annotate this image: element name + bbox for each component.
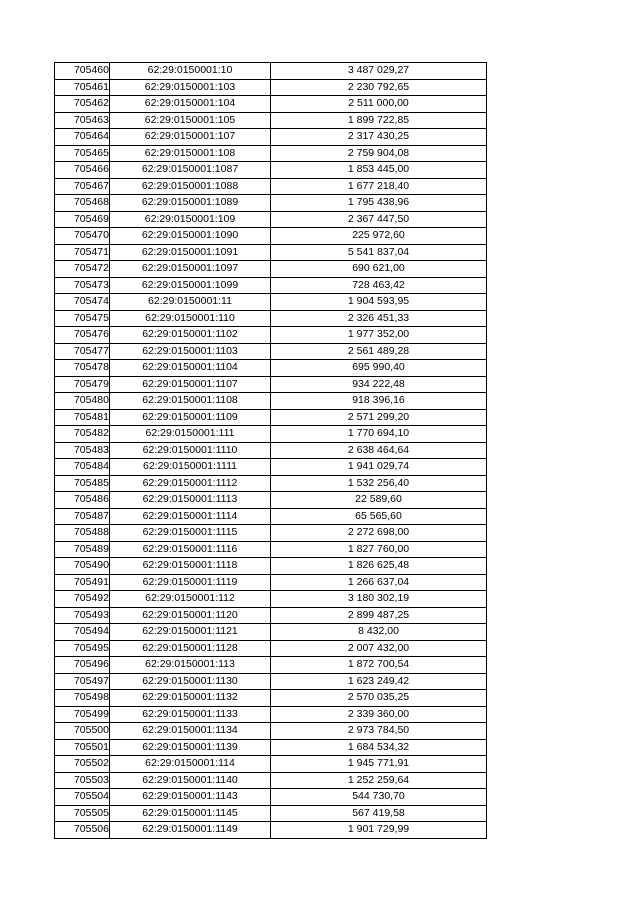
table-row <box>55 673 487 690</box>
cadastral-value-cell: 2 973 784,50 <box>271 723 487 740</box>
cadastral-number-cell: 62:29:0150001:1090 <box>110 228 271 245</box>
table-row <box>55 541 487 558</box>
cadastral-number-cell: 62:29:0150001:114 <box>110 756 271 773</box>
row-number-cell: 705494 <box>55 624 110 641</box>
cadastral-value-cell: 1 677 218,40 <box>271 178 487 195</box>
table-row <box>55 805 487 822</box>
table-row <box>55 327 487 344</box>
table-row <box>55 508 487 525</box>
table-row <box>55 789 487 806</box>
table-row <box>55 393 487 410</box>
row-number-cell: 705498 <box>55 690 110 707</box>
cadastral-value-cell: 728 463,42 <box>271 277 487 294</box>
row-number-cell: 705505 <box>55 805 110 822</box>
cadastral-number-cell: 62:29:0150001:112 <box>110 591 271 608</box>
row-number-cell: 705493 <box>55 607 110 624</box>
table-row <box>55 211 487 228</box>
cadastral-number-cell: 62:29:0150001:1108 <box>110 393 271 410</box>
cadastral-number-cell: 62:29:0150001:1112 <box>110 475 271 492</box>
row-number-cell: 705488 <box>55 525 110 542</box>
cadastral-number-cell: 62:29:0150001:1097 <box>110 261 271 278</box>
row-number-cell: 705497 <box>55 673 110 690</box>
cadastral-value-cell: 1 532 256,40 <box>271 475 487 492</box>
row-number-cell: 705460 <box>55 63 110 80</box>
cadastral-value-cell: 2 326 451,33 <box>271 310 487 327</box>
cadastral-number-cell: 62:29:0150001:1120 <box>110 607 271 624</box>
cadastral-number-cell: 62:29:0150001:1111 <box>110 459 271 476</box>
row-number-cell: 705481 <box>55 409 110 426</box>
table-row <box>55 79 487 96</box>
cadastral-value-cell: 1 826 625,48 <box>271 558 487 575</box>
cadastral-value-table <box>54 62 487 839</box>
cadastral-value-cell: 2 759 904,08 <box>271 145 487 162</box>
table-body <box>55 63 487 839</box>
row-number-cell: 705500 <box>55 723 110 740</box>
cadastral-value-cell: 2 570 035,25 <box>271 690 487 707</box>
cadastral-number-cell: 62:29:0150001:105 <box>110 112 271 129</box>
row-number-cell: 705476 <box>55 327 110 344</box>
cadastral-number-cell: 62:29:0150001:1132 <box>110 690 271 707</box>
row-number-cell: 705467 <box>55 178 110 195</box>
table-row <box>55 376 487 393</box>
cadastral-value-cell: 3 180 302,19 <box>271 591 487 608</box>
cadastral-value-cell: 690 621,00 <box>271 261 487 278</box>
cadastral-value-cell: 2 230 792,65 <box>271 79 487 96</box>
table-row <box>55 63 487 80</box>
table-row <box>55 525 487 542</box>
table-row <box>55 360 487 377</box>
cadastral-value-cell: 5 541 837,04 <box>271 244 487 261</box>
row-number-cell: 705499 <box>55 706 110 723</box>
table-row <box>55 409 487 426</box>
row-number-cell: 705475 <box>55 310 110 327</box>
cadastral-number-cell: 62:29:0150001:1130 <box>110 673 271 690</box>
row-number-cell: 705506 <box>55 822 110 839</box>
row-number-cell: 705477 <box>55 343 110 360</box>
cadastral-number-cell: 62:29:0150001:1110 <box>110 442 271 459</box>
cadastral-value-cell: 544 730,70 <box>271 789 487 806</box>
cadastral-value-cell: 3 487 029,27 <box>271 63 487 80</box>
cadastral-number-cell: 62:29:0150001:1087 <box>110 162 271 179</box>
cadastral-number-cell: 62:29:0150001:104 <box>110 96 271 113</box>
row-number-cell: 705462 <box>55 96 110 113</box>
cadastral-number-cell: 62:29:0150001:1119 <box>110 574 271 591</box>
cadastral-value-cell: 695 990,40 <box>271 360 487 377</box>
cadastral-value-cell: 2 638 464,64 <box>271 442 487 459</box>
row-number-cell: 705465 <box>55 145 110 162</box>
table-row <box>55 442 487 459</box>
cadastral-number-cell: 62:29:0150001:1121 <box>110 624 271 641</box>
table-row <box>55 129 487 146</box>
table-row <box>55 112 487 129</box>
cadastral-value-cell: 1 827 760,00 <box>271 541 487 558</box>
row-number-cell: 705478 <box>55 360 110 377</box>
cadastral-value-cell: 2 317 430,25 <box>271 129 487 146</box>
row-number-cell: 705502 <box>55 756 110 773</box>
row-number-cell: 705466 <box>55 162 110 179</box>
table-row <box>55 657 487 674</box>
table-row <box>55 343 487 360</box>
cadastral-value-cell: 1 252 259,64 <box>271 772 487 789</box>
cadastral-value-cell: 1 770 694,10 <box>271 426 487 443</box>
cadastral-value-cell: 2 571 299,20 <box>271 409 487 426</box>
cadastral-number-cell: 62:29:0150001:1099 <box>110 277 271 294</box>
cadastral-number-cell: 62:29:0150001:1139 <box>110 739 271 756</box>
cadastral-number-cell: 62:29:0150001:1149 <box>110 822 271 839</box>
cadastral-number-cell: 62:29:0150001:1143 <box>110 789 271 806</box>
row-number-cell: 705461 <box>55 79 110 96</box>
table-row <box>55 739 487 756</box>
cadastral-number-cell: 62:29:0150001:1103 <box>110 343 271 360</box>
row-number-cell: 705463 <box>55 112 110 129</box>
row-number-cell: 705483 <box>55 442 110 459</box>
cadastral-value-cell: 2 272 698,00 <box>271 525 487 542</box>
row-number-cell: 705464 <box>55 129 110 146</box>
row-number-cell: 705487 <box>55 508 110 525</box>
cadastral-number-cell: 62:29:0150001:1114 <box>110 508 271 525</box>
table-row <box>55 756 487 773</box>
cadastral-number-cell: 62:29:0150001:1089 <box>110 195 271 212</box>
table-row <box>55 640 487 657</box>
row-number-cell: 705491 <box>55 574 110 591</box>
cadastral-number-cell: 62:29:0150001:103 <box>110 79 271 96</box>
cadastral-value-cell: 2 007 432,00 <box>271 640 487 657</box>
row-number-cell: 705473 <box>55 277 110 294</box>
cadastral-number-cell: 62:29:0150001:1118 <box>110 558 271 575</box>
cadastral-number-cell: 62:29:0150001:1134 <box>110 723 271 740</box>
cadastral-value-cell: 2 561 489,28 <box>271 343 487 360</box>
table-row <box>55 162 487 179</box>
table-row <box>55 607 487 624</box>
row-number-cell: 705484 <box>55 459 110 476</box>
cadastral-number-cell: 62:29:0150001:1104 <box>110 360 271 377</box>
table-row <box>55 822 487 839</box>
row-number-cell: 705490 <box>55 558 110 575</box>
cadastral-number-cell: 62:29:0150001:1145 <box>110 805 271 822</box>
cadastral-value-cell: 2 511 000,00 <box>271 96 487 113</box>
table-row <box>55 459 487 476</box>
cadastral-value-cell: 1 977 352,00 <box>271 327 487 344</box>
row-number-cell: 705501 <box>55 739 110 756</box>
cadastral-number-cell: 62:29:0150001:113 <box>110 657 271 674</box>
cadastral-value-cell: 1 941 029,74 <box>271 459 487 476</box>
cadastral-value-cell: 1 904 593,95 <box>271 294 487 311</box>
row-number-cell: 705469 <box>55 211 110 228</box>
cadastral-number-cell: 62:29:0150001:10 <box>110 63 271 80</box>
cadastral-value-cell: 1 266 637,04 <box>271 574 487 591</box>
cadastral-number-cell: 62:29:0150001:1133 <box>110 706 271 723</box>
row-number-cell: 705485 <box>55 475 110 492</box>
table-row <box>55 244 487 261</box>
cadastral-value-cell: 2 339 360,00 <box>271 706 487 723</box>
row-number-cell: 705471 <box>55 244 110 261</box>
cadastral-value-cell: 65 565,60 <box>271 508 487 525</box>
cadastral-value-cell: 567 419,58 <box>271 805 487 822</box>
table-row <box>55 574 487 591</box>
table-row <box>55 772 487 789</box>
cadastral-number-cell: 62:29:0150001:1140 <box>110 772 271 789</box>
row-number-cell: 705482 <box>55 426 110 443</box>
cadastral-number-cell: 62:29:0150001:1088 <box>110 178 271 195</box>
row-number-cell: 705496 <box>55 657 110 674</box>
row-number-cell: 705492 <box>55 591 110 608</box>
row-number-cell: 705472 <box>55 261 110 278</box>
cadastral-number-cell: 62:29:0150001:107 <box>110 129 271 146</box>
table-row <box>55 195 487 212</box>
table-row <box>55 591 487 608</box>
cadastral-value-cell: 22 589,60 <box>271 492 487 509</box>
table-row <box>55 475 487 492</box>
cadastral-value-cell: 918 396,16 <box>271 393 487 410</box>
table-row <box>55 624 487 641</box>
cadastral-value-cell: 1 623 249,42 <box>271 673 487 690</box>
table-row <box>55 723 487 740</box>
table-row <box>55 228 487 245</box>
table-row <box>55 261 487 278</box>
cadastral-number-cell: 62:29:0150001:1102 <box>110 327 271 344</box>
cadastral-value-cell: 225 972,60 <box>271 228 487 245</box>
row-number-cell: 705504 <box>55 789 110 806</box>
cadastral-number-cell: 62:29:0150001:11 <box>110 294 271 311</box>
cadastral-value-cell: 1 872 700,54 <box>271 657 487 674</box>
cadastral-value-cell: 1 795 438,96 <box>271 195 487 212</box>
cadastral-number-cell: 62:29:0150001:1091 <box>110 244 271 261</box>
table-row <box>55 145 487 162</box>
row-number-cell: 705503 <box>55 772 110 789</box>
cadastral-value-cell: 1 684 534,32 <box>271 739 487 756</box>
table-row <box>55 690 487 707</box>
cadastral-number-cell: 62:29:0150001:109 <box>110 211 271 228</box>
cadastral-value-cell: 2 367 447,50 <box>271 211 487 228</box>
row-number-cell: 705495 <box>55 640 110 657</box>
cadastral-number-cell: 62:29:0150001:1113 <box>110 492 271 509</box>
table-row <box>55 426 487 443</box>
cadastral-value-cell: 1 901 729,99 <box>271 822 487 839</box>
row-number-cell: 705480 <box>55 393 110 410</box>
table-row <box>55 178 487 195</box>
table-row <box>55 96 487 113</box>
cadastral-number-cell: 62:29:0150001:1109 <box>110 409 271 426</box>
table-row <box>55 294 487 311</box>
row-number-cell: 705489 <box>55 541 110 558</box>
cadastral-value-cell: 8 432,00 <box>271 624 487 641</box>
cadastral-number-cell: 62:29:0150001:1115 <box>110 525 271 542</box>
row-number-cell: 705468 <box>55 195 110 212</box>
table-row <box>55 310 487 327</box>
cadastral-value-cell: 1 853 445,00 <box>271 162 487 179</box>
row-number-cell: 705486 <box>55 492 110 509</box>
cadastral-number-cell: 62:29:0150001:1128 <box>110 640 271 657</box>
row-number-cell: 705470 <box>55 228 110 245</box>
cadastral-value-cell: 1 945 771,91 <box>271 756 487 773</box>
table-row <box>55 277 487 294</box>
row-number-cell: 705479 <box>55 376 110 393</box>
cadastral-number-cell: 62:29:0150001:111 <box>110 426 271 443</box>
table-row <box>55 558 487 575</box>
cadastral-value-cell: 934 222,48 <box>271 376 487 393</box>
cadastral-number-cell: 62:29:0150001:110 <box>110 310 271 327</box>
cadastral-value-cell: 2 899 487,25 <box>271 607 487 624</box>
table-row <box>55 492 487 509</box>
cadastral-number-cell: 62:29:0150001:1107 <box>110 376 271 393</box>
cadastral-number-cell: 62:29:0150001:108 <box>110 145 271 162</box>
cadastral-value-cell: 1 899 722,85 <box>271 112 487 129</box>
row-number-cell: 705474 <box>55 294 110 311</box>
cadastral-number-cell: 62:29:0150001:1116 <box>110 541 271 558</box>
table-row <box>55 706 487 723</box>
